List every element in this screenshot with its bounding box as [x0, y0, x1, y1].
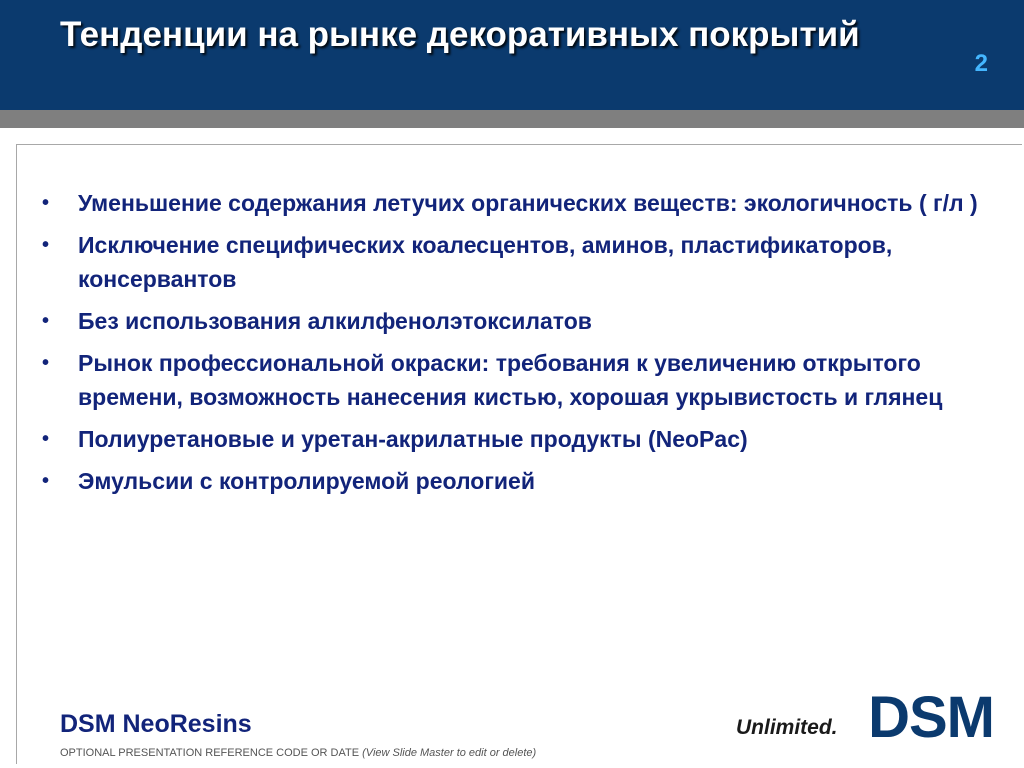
- bullet-text: Полиуретановые и уретан-акрилатные продукты (NeoPac): [78, 426, 748, 452]
- bullet-dot-icon: •: [42, 470, 50, 492]
- title-bar: [0, 0, 1024, 110]
- bullet-text: Исключение специфических коалесцентов, аминов, пластификаторов, консервантов: [78, 232, 893, 292]
- bullet-text: Уменьшение содержания летучих органических веществ: экологичность ( г/л ): [78, 190, 978, 216]
- dsm-logo: [736, 685, 996, 750]
- bullet-item: [42, 186, 992, 220]
- bullet-item: [42, 304, 992, 338]
- page-number: 2: [974, 50, 988, 77]
- bullet-dot-icon: •: [42, 234, 50, 256]
- footer-reference: [60, 746, 536, 760]
- footer-company-name: DSM NeoResins: [60, 710, 252, 738]
- bullet-dot-icon: •: [42, 310, 50, 332]
- slide-title: Тенденции на рынке декоративных покрытий: [60, 15, 860, 54]
- bullet-dot-icon: •: [42, 192, 50, 214]
- logo-mark: DSM: [868, 685, 994, 750]
- footer-reference-note: (View Slide Master to edit or delete): [362, 747, 537, 759]
- footer-reference-code: OPTIONAL PRESENTATION REFERENCE CODE OR DATE: [60, 747, 360, 759]
- bullet-list: [42, 186, 992, 506]
- bullet-dot-icon: •: [42, 352, 50, 374]
- bullet-text: Рынок профессиональной окраски: требования к увеличению открытого времени, возможность нанесения кистью, хорошая укрывистость и глянец: [78, 350, 943, 410]
- header-divider-band: [0, 110, 1024, 128]
- logo-tagline: Unlimited.: [736, 716, 838, 739]
- bullet-item: [42, 422, 992, 456]
- bullet-text: Без использования алкилфенолэтоксилатов: [78, 308, 592, 334]
- bullet-item: [42, 346, 992, 414]
- bullet-text: Эмульсии с контролируемой реологией: [78, 468, 535, 494]
- bullet-dot-icon: •: [42, 428, 50, 450]
- bullet-item: [42, 464, 992, 498]
- bullet-item: [42, 228, 992, 296]
